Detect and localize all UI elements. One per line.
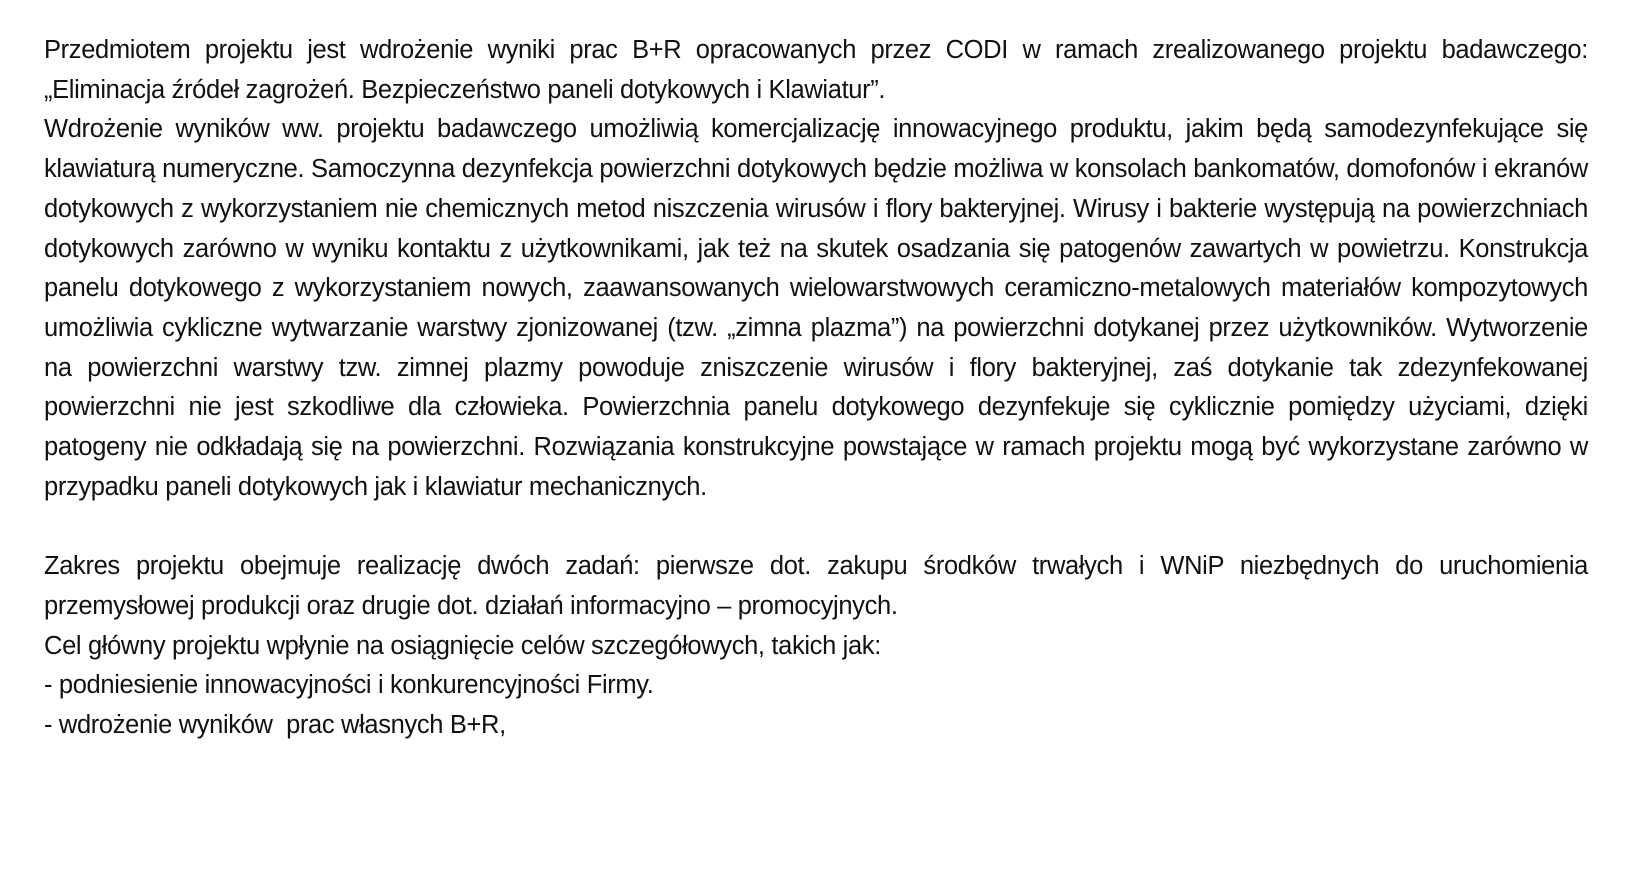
paragraph-goal: Cel główny projektu wpłynie na osiągnięcie celów szczegółowych, takich jak: [44, 631, 881, 660]
paragraph-spacer [44, 507, 1588, 547]
document-body [44, 31, 1588, 746]
paragraph-description: Wdrożenie wyników ww. projektu badawczego umożliwią komercjalizację innowacyjnego produktu, jakim będą samodezynfekujące się klawiaturą numeryczne. Samoczynna dezynfekcja powierzchni dotykowych będzie możliwa w konsolach bankomatów, domofonów i ekranów dotykowych z wykorzystaniem nie chemicznych metod niszczenia wirusów i flory bakteryjnej. Wirusy i bakterie występują na powierzchniach dotykowych zarówno w wyniku kontaktu z użytkownikami, jak też na skutek osadzania się patogenów zawartych w powietrzu. Konstrukcja panelu dotykowego z wykorzystaniem nowych, zaawansowanych wielowarstwowych ceramiczno-metalowych materiałów kompozytowych umożliwia cykliczne wytwarzanie warstwy zjonizowanej (tzw. „zimna plazma”) na powierzchni dotykanej przez użytkowników. Wytworzenie na powierzchni warstwy tzw. zimnej plazmy powoduje zniszczenie wirusów i flory bakteryjnej, zaś dotykanie tak zdezynfekowanej powierzchni nie jest szkodliwe dla człowieka. Powierzchnia panelu dotykowego dezynfekuje się cyklicznie pomiędzy użyciami, dzięki patogeny nie odkładają się na powierzchni. Rozwiązania konstrukcyjne powstające w ramach projektu mogą być wykorzystane zarówno w przypadku paneli dotykowych jak i klawiatur mechanicznych. [44, 115, 1588, 501]
bullet-item: - wdrożenie wyników prac własnych B+R, [44, 710, 506, 739]
paragraph-intro: Przedmiotem projektu jest wdrożenie wyniki prac B+R opracowanych przez CODI w ramach zrealizowanego projektu badawczego: „Eliminacja źródeł zagrożeń. Bezpieczeństwo paneli dotykowych i Klawiatur”. [44, 36, 1588, 104]
bullet-item: - podniesienie innowacyjności i konkurencyjności Firmy. [44, 671, 654, 700]
paragraph-scope: Zakres projektu obejmuje realizację dwóch zadań: pierwsze dot. zakupu środków trwałych i WNiP niezbędnych do uruchomienia przemysłowej produkcji oraz drugie dot. działań informacyjno – promocyjnych. [44, 552, 1588, 620]
